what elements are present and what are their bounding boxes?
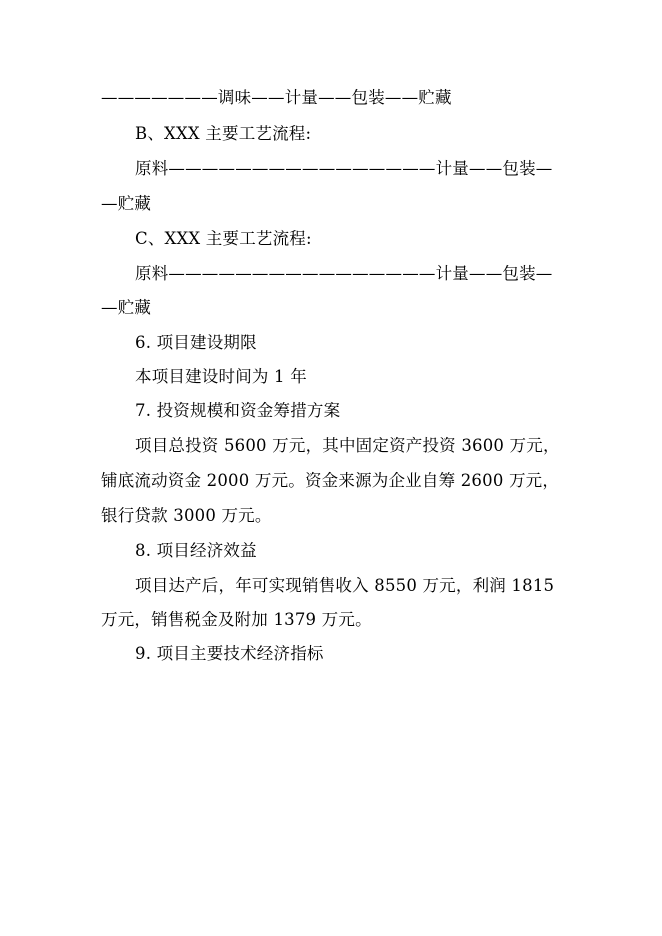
process-c-heading: C、XXX 主要工艺流程:: [135, 229, 312, 248]
section-8-body-line-2: 万元，销售税金及附加 1379 万元。: [101, 610, 372, 629]
section-6-body: 本项目建设时间为 1 年: [135, 367, 307, 386]
process-line-a-end: ———————调味——计量——包装——贮藏: [101, 88, 452, 107]
section-9-heading: 9. 项目主要技术经济指标: [135, 644, 324, 663]
process-b-heading: B、XXX 主要工艺流程:: [135, 124, 312, 143]
section-6-heading: 6. 项目建设期限: [135, 333, 257, 352]
process-b-flow-end: —贮藏: [101, 194, 152, 213]
section-8-body-line-1: 项目达产后，年可实现销售收入 8550 万元，利润 1815: [135, 576, 555, 595]
process-b-flow: 原料————————————————计量——包装—: [135, 159, 553, 178]
section-7-body-line-2: 铺底流动资金 2000 万元。资金来源为企业自筹 2600 万元，: [101, 471, 560, 490]
section-7-heading: 7. 投资规模和资金筹措方案: [135, 401, 341, 420]
process-c-flow: 原料————————————————计量——包装—: [135, 264, 553, 283]
section-7-body-line-3: 银行贷款 3000 万元。: [101, 506, 272, 525]
process-c-flow-end: —贮藏: [101, 298, 152, 317]
section-7-body-line-1: 项目总投资 5600 万元，其中固定资产投资 3600 万元，: [135, 436, 560, 455]
section-8-heading: 8. 项目经济效益: [135, 541, 257, 560]
